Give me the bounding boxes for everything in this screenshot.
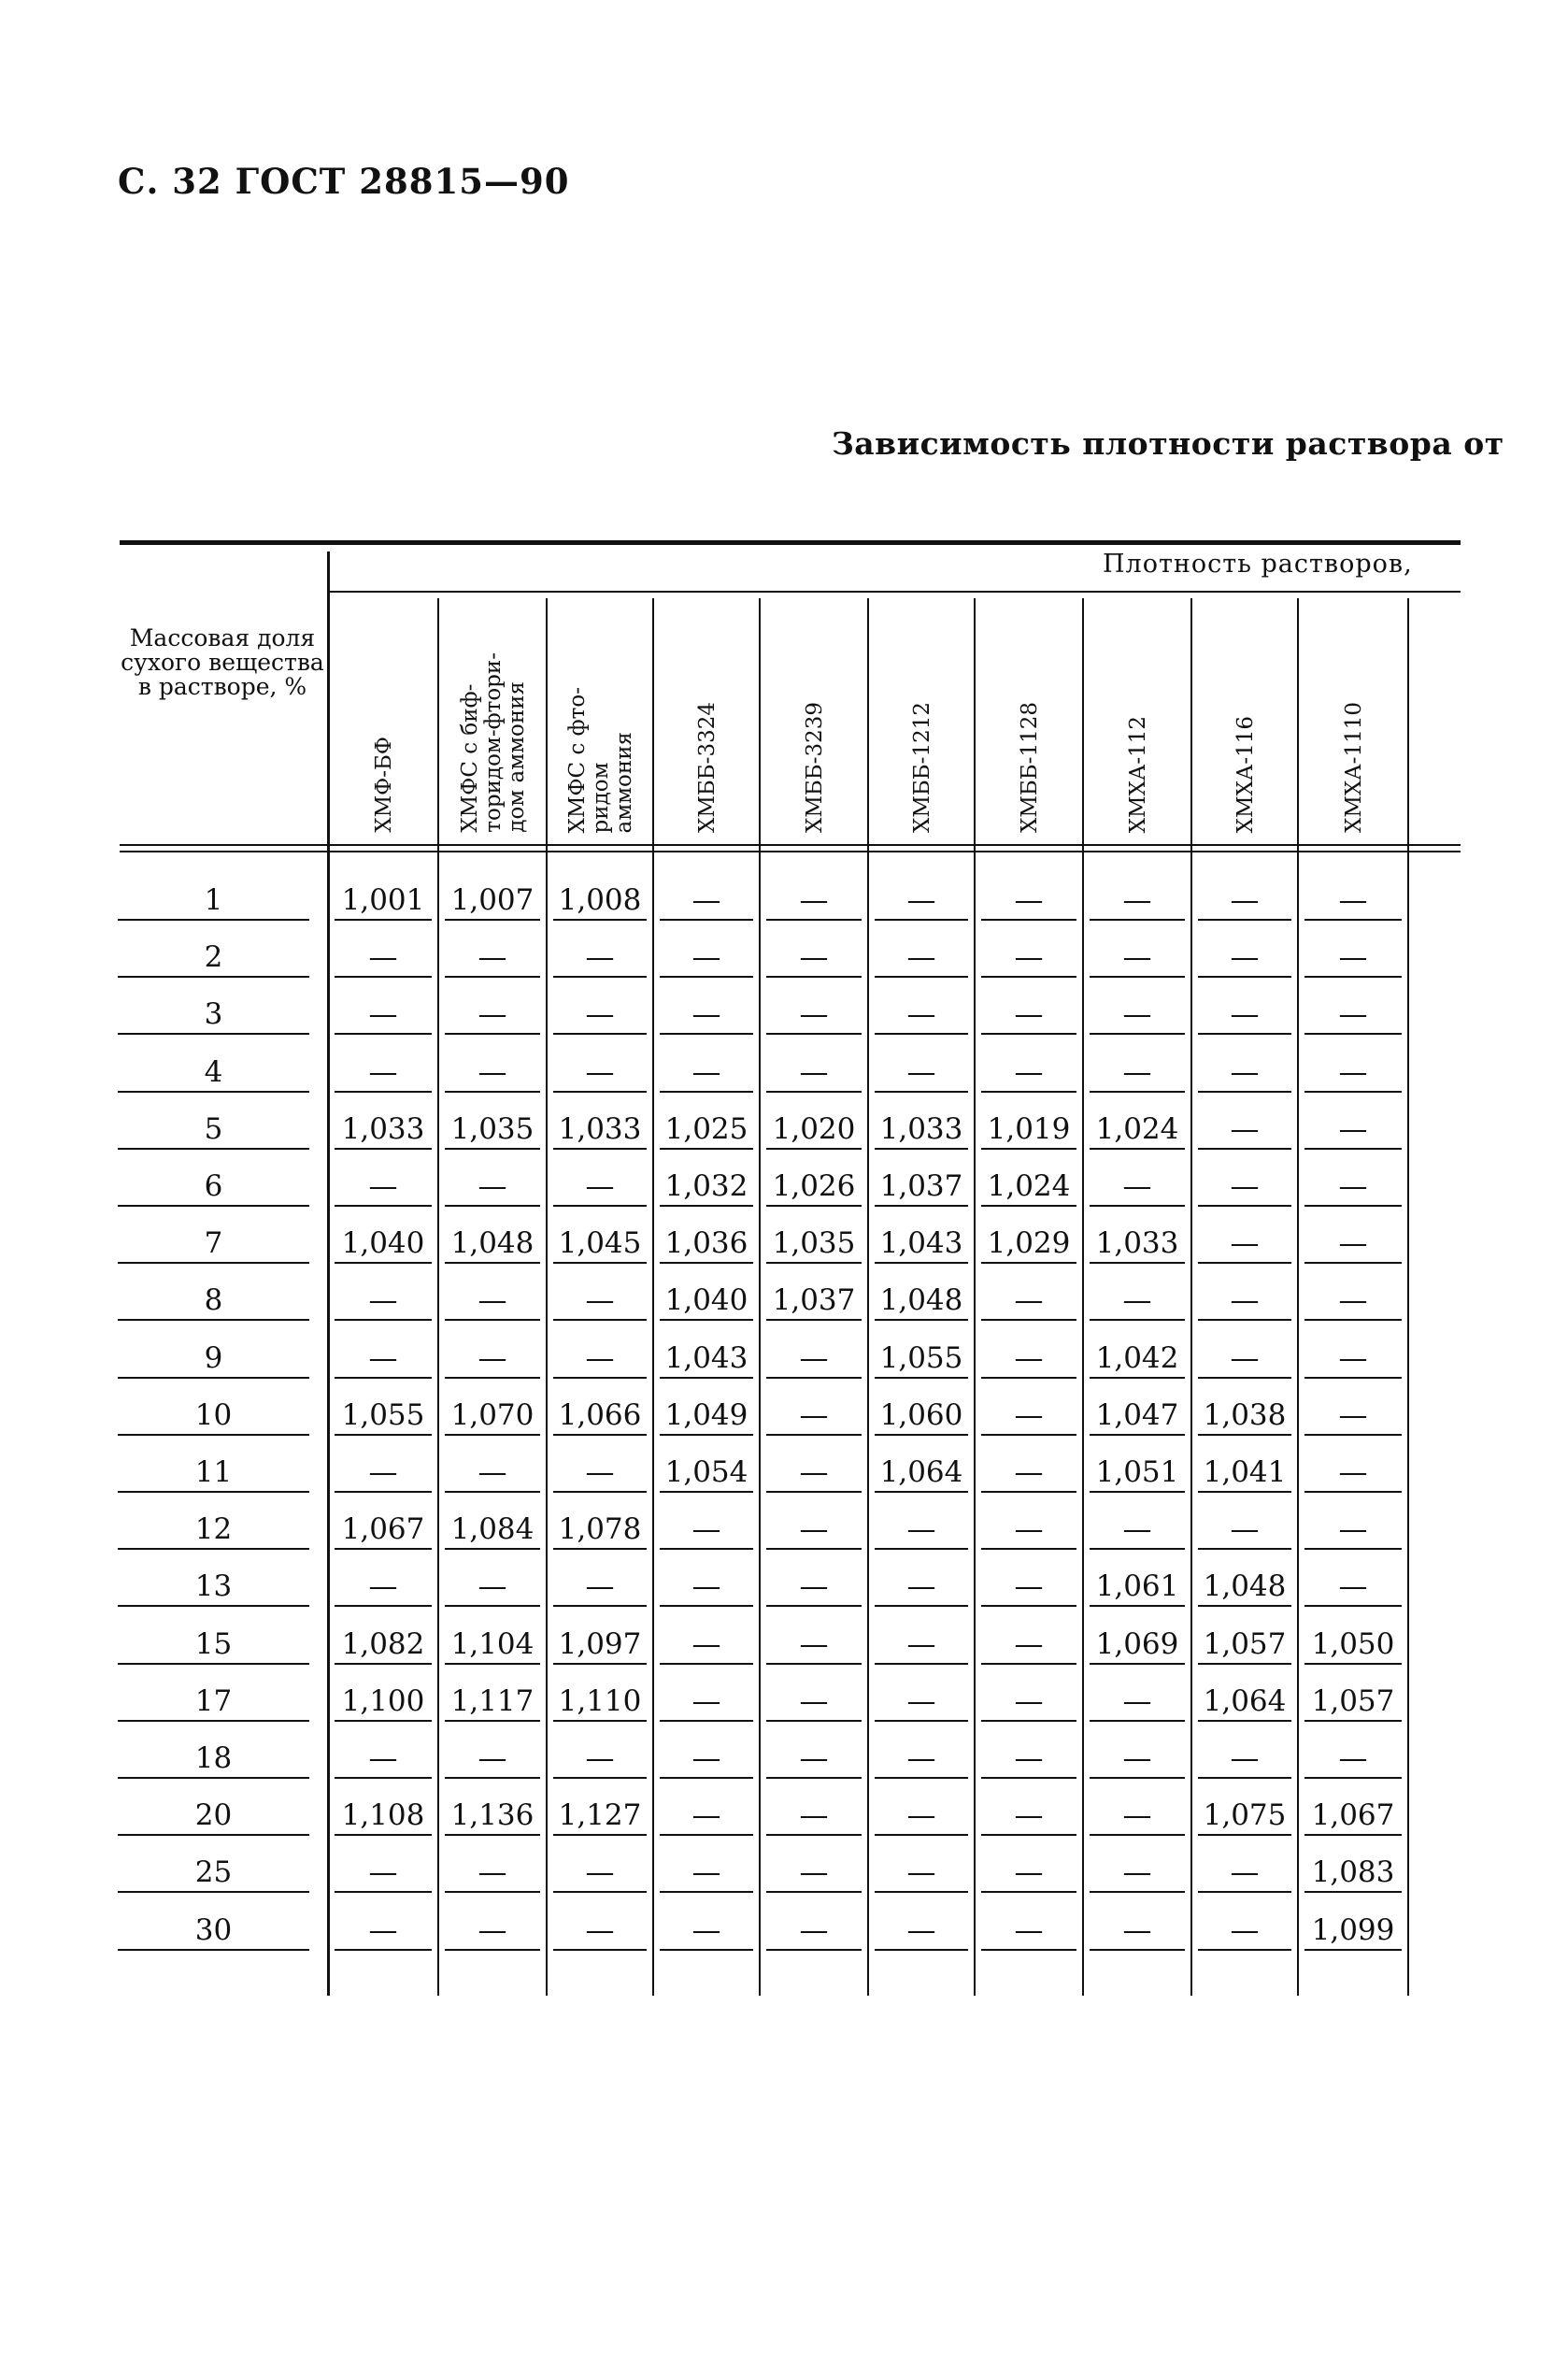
table-cell: — — [553, 1046, 647, 1093]
table-cell: 1,033 — [1090, 1217, 1185, 1264]
column-divider — [437, 598, 439, 1996]
table-cell: — — [981, 1503, 1076, 1550]
table-cell: 1,066 — [553, 1389, 647, 1436]
row-label: 7 — [118, 1217, 309, 1264]
table-cell: — — [766, 874, 862, 921]
column-header-label: ХМФ-БФ — [371, 737, 396, 833]
table-cell: — — [981, 874, 1076, 921]
row-label: 8 — [118, 1274, 309, 1321]
table-cell: — — [1090, 1046, 1185, 1093]
table-cell: — — [1198, 988, 1291, 1035]
table-cell: — — [335, 1846, 432, 1893]
table-cell: 1,067 — [1304, 1789, 1402, 1836]
table-cell: — — [660, 1789, 753, 1836]
column-header — [761, 603, 869, 837]
table-cell: 1,084 — [445, 1503, 540, 1550]
row-label: 3 — [118, 988, 309, 1035]
table-cell: — — [335, 1560, 432, 1607]
table-cell: — — [660, 1618, 753, 1665]
table-cell: — — [445, 1446, 540, 1493]
table-cell: 1,064 — [875, 1446, 968, 1493]
row-label: 18 — [118, 1732, 309, 1779]
table-cell: — — [1090, 1503, 1185, 1550]
column-header-label: ХМФС с фто- ридом аммония — [564, 686, 636, 833]
column-header-label: ХМХА-1110 — [1341, 701, 1366, 833]
table-cell: — — [875, 1789, 968, 1836]
column-header — [1192, 603, 1299, 837]
table-cell: — — [766, 1732, 862, 1779]
table-cell: — — [981, 988, 1076, 1035]
row-label: 5 — [118, 1103, 309, 1150]
table-cell: — — [1304, 1446, 1402, 1493]
table-cell: 1,067 — [335, 1503, 432, 1550]
table-cell: — — [1304, 1160, 1402, 1207]
table-title: Зависимость плотности раствора от — [832, 425, 1504, 462]
table-cell: — — [445, 931, 540, 978]
table-cell: — — [1198, 874, 1291, 921]
table-cell: 1,045 — [553, 1217, 647, 1264]
column-header — [439, 603, 548, 837]
column-header — [548, 603, 654, 837]
table-cell: — — [875, 1560, 968, 1607]
column-divider — [759, 598, 761, 1996]
header-bottom-rule-2 — [120, 851, 1461, 852]
table-cell: — — [553, 931, 647, 978]
table-cell: — — [553, 1446, 647, 1493]
column-divider — [867, 598, 869, 1996]
row-label: 15 — [118, 1618, 309, 1665]
table-cell: — — [660, 1046, 753, 1093]
table-cell: — — [766, 1389, 862, 1436]
table-cell: — — [766, 1904, 862, 1951]
table-cell: — — [660, 874, 753, 921]
table-cell: — — [1198, 1160, 1291, 1207]
table-cell: — — [1304, 1503, 1402, 1550]
table-cell: — — [981, 1446, 1076, 1493]
row-label: 12 — [118, 1503, 309, 1550]
table-cell: — — [1304, 1389, 1402, 1436]
column-header — [329, 603, 439, 837]
table-cell: — — [1304, 874, 1402, 921]
row-label: 10 — [118, 1389, 309, 1436]
table-cell: 1,038 — [1198, 1389, 1291, 1436]
table-cell: — — [875, 1732, 968, 1779]
table-cell: 1,108 — [335, 1789, 432, 1836]
table-cell: — — [445, 1046, 540, 1093]
page-header: С. 32 ГОСТ 28815—90 — [118, 161, 570, 202]
row-label: 17 — [118, 1675, 309, 1722]
table-cell: — — [981, 1560, 1076, 1607]
column-divider — [546, 598, 548, 1996]
table-cell: 1,043 — [660, 1332, 753, 1379]
table-cell: — — [660, 1732, 753, 1779]
table-cell: — — [335, 988, 432, 1035]
table-cell: — — [875, 1618, 968, 1665]
table-cell: 1,024 — [1090, 1103, 1185, 1150]
table-cell: 1,035 — [766, 1217, 862, 1264]
table-cell: 1,007 — [445, 874, 540, 921]
table-cell: — — [981, 931, 1076, 978]
table-cell: — — [875, 931, 968, 978]
table-cell: — — [1198, 1732, 1291, 1779]
row-header: Массовая доля сухого вещества в растворе, % — [121, 624, 324, 700]
table-cell: 1,051 — [1090, 1446, 1185, 1493]
column-header-label: ХМББ-3324 — [694, 701, 720, 833]
table-cell: 1,048 — [445, 1217, 540, 1264]
table-cell: — — [445, 1332, 540, 1379]
table-cell: 1,048 — [875, 1274, 968, 1321]
table-cell: — — [981, 1904, 1076, 1951]
table-cell: 1,033 — [875, 1103, 968, 1150]
table-cell: 1,064 — [1198, 1675, 1291, 1722]
group-header: Плотность растворов, — [1103, 550, 1413, 579]
column-divider — [974, 598, 976, 1996]
column-divider — [1082, 598, 1084, 1996]
table-cell: — — [766, 988, 862, 1035]
table-cell: — — [981, 1046, 1076, 1093]
table-cell: — — [766, 1618, 862, 1665]
table-cell: — — [1198, 931, 1291, 978]
table-cell: — — [553, 1274, 647, 1321]
table-cell: — — [766, 1046, 862, 1093]
table-cell: 1,050 — [1304, 1618, 1402, 1665]
table-cell: — — [1304, 988, 1402, 1035]
table-cell: — — [553, 1332, 647, 1379]
table-cell: — — [445, 1732, 540, 1779]
table-cell: — — [1198, 1846, 1291, 1893]
table-cell: — — [335, 1160, 432, 1207]
table-cell: — — [335, 1274, 432, 1321]
column-header — [1299, 603, 1409, 837]
table-cell: — — [1198, 1103, 1291, 1150]
table-cell: 1,078 — [553, 1503, 647, 1550]
row-label: 1 — [118, 874, 309, 921]
table-cell: 1,033 — [335, 1103, 432, 1150]
header-bottom-rule — [120, 844, 1461, 846]
column-divider — [652, 598, 654, 1996]
table-cell: — — [875, 1503, 968, 1550]
table-cell: — — [1090, 874, 1185, 921]
table-cell: — — [981, 1274, 1076, 1321]
table-cell: — — [981, 1846, 1076, 1893]
table-cell: 1,025 — [660, 1103, 753, 1150]
table-cell: — — [660, 931, 753, 978]
table-cell: 1,026 — [766, 1160, 862, 1207]
table-cell: — — [1304, 1732, 1402, 1779]
table-cell: 1,055 — [875, 1332, 968, 1379]
table-cell: — — [335, 1904, 432, 1951]
column-header — [869, 603, 976, 837]
table-cell: — — [1090, 988, 1185, 1035]
table-cell: — — [553, 1904, 647, 1951]
table-cell: — — [445, 1846, 540, 1893]
table-cell: — — [1198, 1046, 1291, 1093]
table-cell: 1,047 — [1090, 1389, 1185, 1436]
row-label: 25 — [118, 1846, 309, 1893]
table-cell: 1,042 — [1090, 1332, 1185, 1379]
table-cell: 1,024 — [981, 1160, 1076, 1207]
table-cell: — — [335, 1332, 432, 1379]
table-cell: 1,100 — [335, 1675, 432, 1722]
table-cell: — — [553, 1560, 647, 1607]
table-cell: 1,049 — [660, 1389, 753, 1436]
row-label: 2 — [118, 931, 309, 978]
column-header-label: ХМХА-116 — [1233, 715, 1258, 833]
table-cell: — — [660, 988, 753, 1035]
table-cell: — — [445, 1274, 540, 1321]
table-cell: 1,097 — [553, 1618, 647, 1665]
column-header — [654, 603, 761, 837]
table-cell: 1,127 — [553, 1789, 647, 1836]
table-cell: — — [1198, 1904, 1291, 1951]
table-cell: — — [1304, 931, 1402, 978]
table-cell: 1,055 — [335, 1389, 432, 1436]
column-divider — [1407, 598, 1409, 1996]
table-cell: — — [1090, 1160, 1185, 1207]
table-cell: — — [1198, 1217, 1291, 1264]
table-cell: 1,020 — [766, 1103, 862, 1150]
table-cell: — — [766, 1675, 862, 1722]
table-cell: — — [335, 931, 432, 978]
table-cell: — — [553, 1846, 647, 1893]
table-cell: — — [1090, 931, 1185, 978]
table-cell: — — [1198, 1274, 1291, 1321]
table-cell: — — [335, 1446, 432, 1493]
table-cell: — — [875, 1046, 968, 1093]
table-cell: 1,083 — [1304, 1846, 1402, 1893]
table-cell: 1,060 — [875, 1389, 968, 1436]
table-cell: — — [660, 1503, 753, 1550]
table-cell: 1,040 — [660, 1274, 753, 1321]
table-cell: 1,008 — [553, 874, 647, 921]
table-cell: 1,075 — [1198, 1789, 1291, 1836]
column-divider — [1297, 598, 1299, 1996]
table-cell: — — [1198, 1503, 1291, 1550]
table-cell: — — [766, 1846, 862, 1893]
column-header-label: ХМББ-1128 — [1017, 701, 1042, 833]
table-cell: — — [1090, 1846, 1185, 1893]
row-label: 13 — [118, 1560, 309, 1607]
column-divider — [1190, 598, 1192, 1996]
table-cell: — — [875, 1846, 968, 1893]
table-cell: — — [445, 988, 540, 1035]
table-cell: — — [981, 1332, 1076, 1379]
table-cell: 1,041 — [1198, 1446, 1291, 1493]
table-cell: 1,001 — [335, 874, 432, 921]
column-header — [976, 603, 1084, 837]
table-cell: 1,054 — [660, 1446, 753, 1493]
column-header-label: ХМББ-3239 — [802, 701, 827, 833]
table-cell: — — [981, 1618, 1076, 1665]
table-cell: — — [766, 1560, 862, 1607]
table-cell: 1,043 — [875, 1217, 968, 1264]
table-cell: — — [766, 931, 862, 978]
column-header-label: ХМХА-112 — [1125, 715, 1150, 833]
table-cell: — — [1198, 1332, 1291, 1379]
table-cell: — — [981, 1732, 1076, 1779]
table-cell: 1,036 — [660, 1217, 753, 1264]
table-cell: — — [875, 988, 968, 1035]
row-label: 6 — [118, 1160, 309, 1207]
row-label: 11 — [118, 1446, 309, 1493]
table-cell: — — [660, 1560, 753, 1607]
table-cell: — — [1304, 1103, 1402, 1150]
table-cell: — — [553, 988, 647, 1035]
table-cell: — — [1304, 1217, 1402, 1264]
table-cell: 1,104 — [445, 1618, 540, 1665]
table-cell: — — [875, 874, 968, 921]
table-cell: — — [1090, 1904, 1185, 1951]
table-cell: — — [1090, 1675, 1185, 1722]
table-cell: — — [1304, 1046, 1402, 1093]
table-cell: 1,057 — [1304, 1675, 1402, 1722]
table-cell: — — [1304, 1560, 1402, 1607]
table-cell: — — [660, 1846, 753, 1893]
table-cell: 1,033 — [553, 1103, 647, 1150]
table-cell: — — [445, 1160, 540, 1207]
table-cell: 1,019 — [981, 1103, 1076, 1150]
column-header-label: ХМББ-1212 — [909, 701, 934, 833]
table-cell: 1,037 — [766, 1274, 862, 1321]
table-cell: 1,136 — [445, 1789, 540, 1836]
table-cell: — — [1090, 1732, 1185, 1779]
table-cell: — — [335, 1732, 432, 1779]
table-cell: 1,082 — [335, 1618, 432, 1665]
table-cell: — — [1304, 1332, 1402, 1379]
table-cell: — — [875, 1904, 968, 1951]
table-cell: 1,057 — [1198, 1618, 1291, 1665]
table-cell: — — [553, 1160, 647, 1207]
table-cell: — — [445, 1904, 540, 1951]
table-cell: — — [981, 1789, 1076, 1836]
table-top-rule — [120, 540, 1461, 545]
table-cell: 1,061 — [1090, 1560, 1185, 1607]
table-cell: 1,117 — [445, 1675, 540, 1722]
table-cell: 1,032 — [660, 1160, 753, 1207]
table-cell: 1,070 — [445, 1389, 540, 1436]
table-cell: 1,048 — [1198, 1560, 1291, 1607]
table-cell: 1,099 — [1304, 1904, 1402, 1951]
table-cell: 1,069 — [1090, 1618, 1185, 1665]
table-cell: 1,037 — [875, 1160, 968, 1207]
row-label: 9 — [118, 1332, 309, 1379]
table-cell: — — [1304, 1274, 1402, 1321]
table-cell: 1,040 — [335, 1217, 432, 1264]
table-cell: 1,029 — [981, 1217, 1076, 1264]
table-cell: — — [766, 1446, 862, 1493]
table-cell: — — [660, 1904, 753, 1951]
table-cell: — — [553, 1732, 647, 1779]
row-label: 30 — [118, 1904, 309, 1951]
table-cell: — — [335, 1046, 432, 1093]
table-cell: — — [1090, 1274, 1185, 1321]
table-cell: — — [981, 1389, 1076, 1436]
table-cell: — — [766, 1503, 862, 1550]
table-cell: — — [766, 1789, 862, 1836]
table-cell: — — [445, 1560, 540, 1607]
table-cell: 1,110 — [553, 1675, 647, 1722]
group-header-rule — [329, 591, 1461, 593]
row-label: 4 — [118, 1046, 309, 1093]
row-label: 20 — [118, 1789, 309, 1836]
table-cell: — — [1090, 1789, 1185, 1836]
table-cell: — — [875, 1675, 968, 1722]
table-cell: — — [981, 1675, 1076, 1722]
column-header — [1084, 603, 1192, 837]
table-cell: 1,035 — [445, 1103, 540, 1150]
table-cell: — — [660, 1675, 753, 1722]
column-header-label: ХМФС с биф- торидом-фтори- дом аммония — [457, 652, 529, 833]
table-cell: — — [766, 1332, 862, 1379]
